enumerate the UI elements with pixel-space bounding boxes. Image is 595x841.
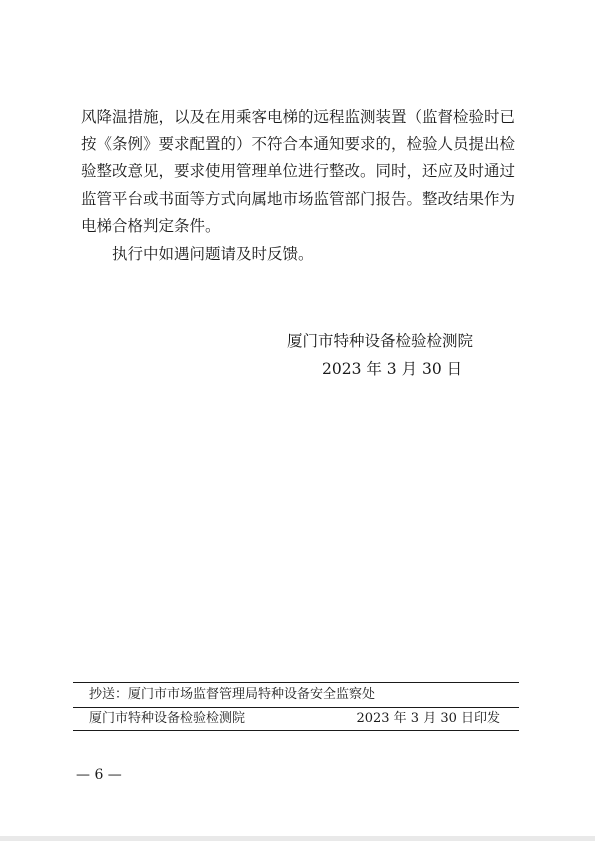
paragraph-line: 风降温措施，以及在用乘客电梯的远程监测装置（监督检验时已 xyxy=(81,108,516,126)
paragraph-line: 电梯合格判定条件。 xyxy=(81,216,221,235)
signature-date: 2023 年 3 月 30 日 xyxy=(322,360,463,378)
page-number: — 6 — xyxy=(76,767,122,783)
feedback-paragraph: 执行中如遇问题请及时反馈。 xyxy=(112,245,314,264)
page-bottom-edge xyxy=(0,836,595,841)
body-text xyxy=(81,104,529,268)
issue-date: 2023 年 3 月 30 日印发 xyxy=(356,711,500,726)
signature-organization: 厦门市特种设备检验检测院 xyxy=(287,332,474,350)
paragraph-line: 监管平台或书面等方式向属地市场监管部门报告。整改结果作为 xyxy=(81,189,516,208)
issuer-name: 厦门市特种设备检验检测院 xyxy=(89,711,246,726)
paragraph-line: 按《条例》要求配置的）不符合本通知要求的，检验人员提出检 xyxy=(81,135,516,154)
cc-line: 抄送：厦门市市场监督管理局特种设备安全监察处 xyxy=(89,687,376,702)
paragraph-line: 验整改意见，要求使用管理单位进行整改。同时，还应及时通过 xyxy=(81,162,516,181)
footer-bottom-rule xyxy=(73,730,519,731)
